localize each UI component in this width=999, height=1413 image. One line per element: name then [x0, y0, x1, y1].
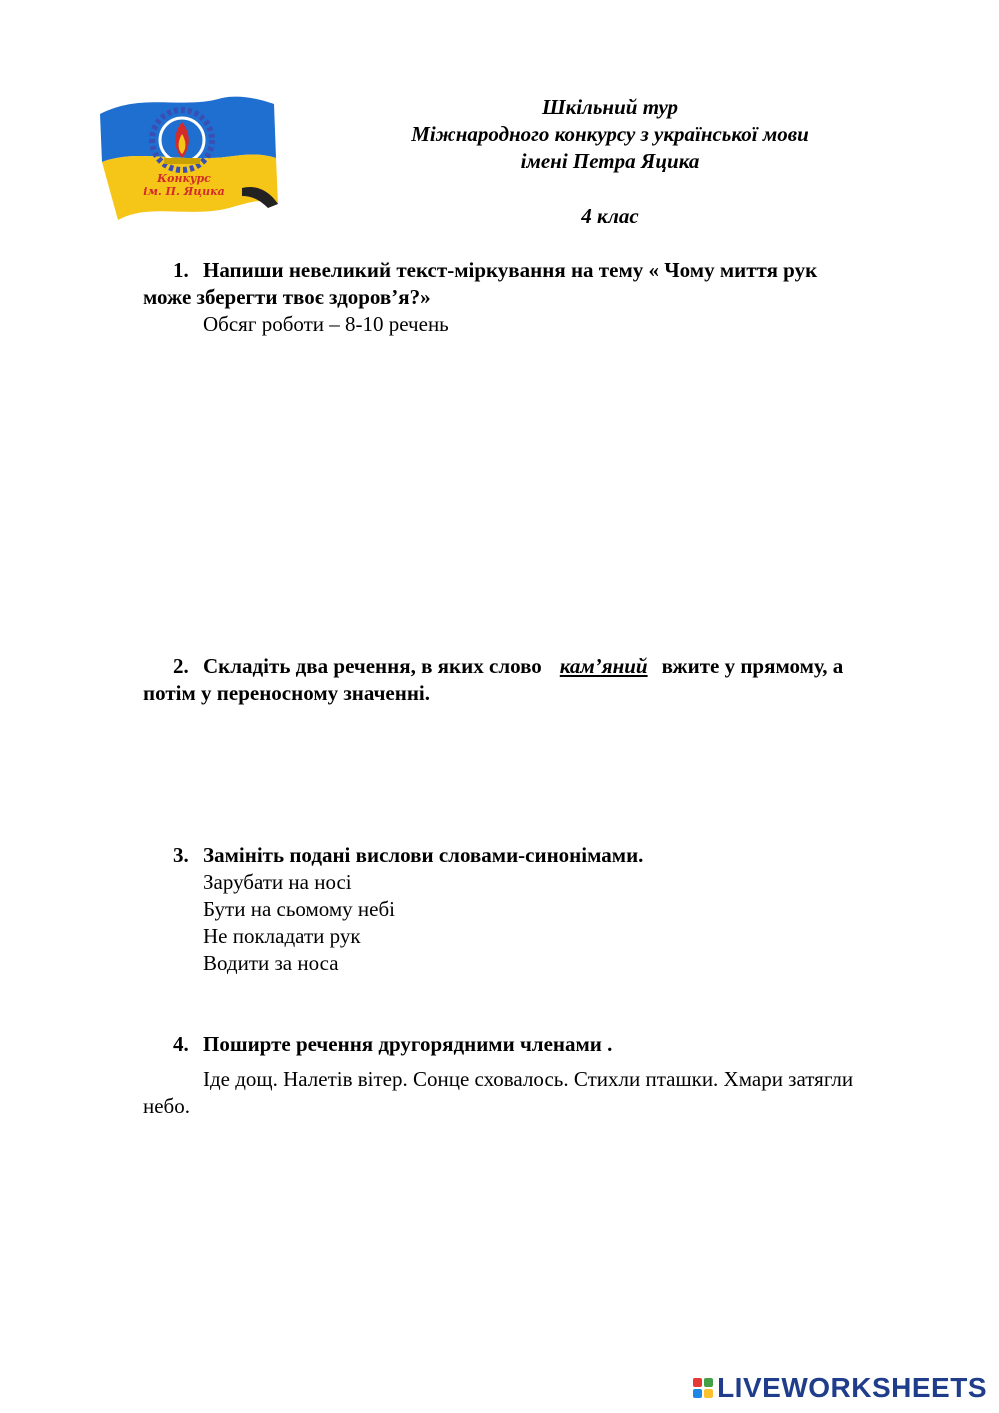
- task-3-number: 3.: [173, 843, 189, 867]
- task-3-text: Замініть подані вислови словами-синонімами.: [203, 843, 644, 867]
- watermark-text: LIVEWORKSHEETS: [717, 1372, 987, 1403]
- task-2-text-b: вжите у прямому, а: [661, 654, 844, 678]
- task-1-text-b: може зберегти твоє здоров’я?»: [143, 285, 431, 309]
- header-title: [340, 94, 880, 175]
- list-item: Бути на сьомому небі: [203, 897, 396, 921]
- task-4-sentence-b: небо.: [143, 1094, 190, 1118]
- task-1: [143, 257, 933, 311]
- task-3-list: [203, 869, 395, 977]
- task-2: [143, 653, 933, 707]
- header-line-2: Міжнародного конкурсу з української мови: [411, 122, 809, 146]
- task-4-text: Поширте речення другорядними членами .: [203, 1032, 613, 1056]
- liveworksheets-logo-icon: [693, 1378, 713, 1398]
- task-2-text-c: потім у переносному значенні.: [143, 681, 431, 705]
- task-4-sentence-a: Іде дощ. Налетів вітер. Сонце сховалось. Стихли пташки. Хмари затягли: [203, 1067, 854, 1091]
- list-item: Не покладати рук: [203, 924, 361, 948]
- task-1-number: 1.: [173, 258, 189, 282]
- header-line-3: імені Петра Яцика: [520, 149, 700, 173]
- task-2-text-a: Складіть два речення, в яких слово: [203, 654, 542, 678]
- task-3: [143, 842, 933, 869]
- task-4: [143, 1031, 933, 1058]
- task-4-sentences: [143, 1066, 933, 1120]
- list-item: Водити за носа: [203, 951, 339, 975]
- logo-text-line2: ім. П. Яцика: [143, 185, 225, 198]
- task-4-number: 4.: [173, 1032, 189, 1056]
- task-2-keyword: кам’яний: [559, 654, 648, 678]
- liveworksheets-watermark: [693, 1372, 987, 1404]
- task-1-note: Обсяг роботи – 8-10 речень: [203, 312, 449, 336]
- task-1-text-a: Напиши невеликий текст-міркування на тему « Чому миття рук: [203, 258, 818, 282]
- flag-emblem-icon: [92, 92, 282, 226]
- logo-text-line1: Конкурс: [157, 172, 211, 185]
- list-item: Зарубати на носі: [203, 870, 352, 894]
- contest-logo: [92, 92, 282, 226]
- header-line-1: Шкільний тур: [541, 95, 679, 119]
- grade-label: 4 клас: [581, 204, 639, 228]
- task-2-number: 2.: [173, 654, 189, 678]
